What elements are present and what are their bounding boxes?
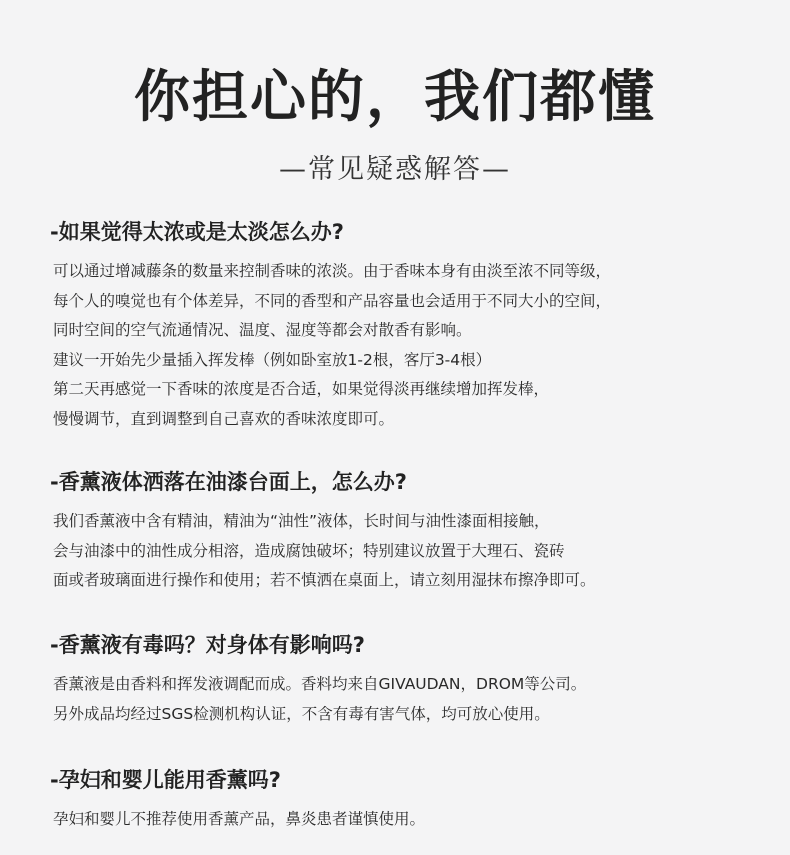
faq-item — [50, 467, 760, 596]
faq-answer — [50, 670, 760, 729]
answer-line: 可以通过增减藤条的数量来控制香味的浓淡。由于香味本身有由淡至浓不同等级， — [53, 262, 612, 280]
answer-line: 每个人的嗅觉也有个体差异，不同的香型和产品容量也会适用于不同大小的空间， — [53, 291, 612, 310]
answer-line: 第二天再感觉一下香味的浓度是否合适，如果觉得淡再继续增加挥发棒， — [53, 380, 550, 398]
answer-line: 慢慢调节，直到调整到自己喜欢的香味浓度即可。 — [53, 409, 395, 428]
answer-line: 另外成品均经过SGS检测机构认证，不含有毒有害气体，均可放心使用。 — [53, 704, 550, 723]
faq-item — [50, 630, 760, 729]
faq-question: -香薰液有毒吗？对身体有影响吗? — [50, 633, 365, 657]
faq-item — [50, 765, 760, 835]
answer-line: 建议一开始先少量插入挥发棒（例如卧室放1-2根，客厅3-4根） — [53, 350, 492, 369]
answer-line: 孕妇和婴儿不推荐使用香薰产品，鼻炎患者谨慎使用。 — [53, 810, 426, 828]
faq-question: -孕妇和婴儿能用香薰吗? — [50, 768, 281, 792]
answer-line: 同时空间的空气流通情况、温度、湿度等都会对散香有影响。 — [53, 321, 472, 339]
faq-answer — [50, 805, 760, 835]
faq-question: -如果觉得太浓或是太淡怎么办? — [50, 220, 344, 244]
faq-item — [50, 217, 760, 434]
answer-line: 我们香薰液中含有精油，精油为“油性”液体，长时间与油性漆面相接触， — [53, 512, 550, 530]
faq-answer — [50, 257, 760, 434]
answer-line: 面或者玻璃面进行操作和使用；若不慎洒在桌面上，请立刻用湿抹布擦净即可。 — [53, 571, 596, 589]
faq-answer — [50, 507, 760, 596]
faq-question: -香薰液体洒落在油漆台面上，怎么办? — [50, 470, 407, 494]
answer-line: 香薰液是由香料和挥发液调配而成。香料均来自GIVAUDAN，DROM等公司。 — [53, 675, 587, 693]
answer-line: 会与油漆中的油性成分相溶，造成腐蚀破坏；特别建议放置于大理石、瓷砖 — [53, 541, 565, 560]
page-subtitle: —常见疑惑解答— — [279, 154, 511, 185]
page-title: 你担心的，我们都懂 — [134, 65, 656, 130]
